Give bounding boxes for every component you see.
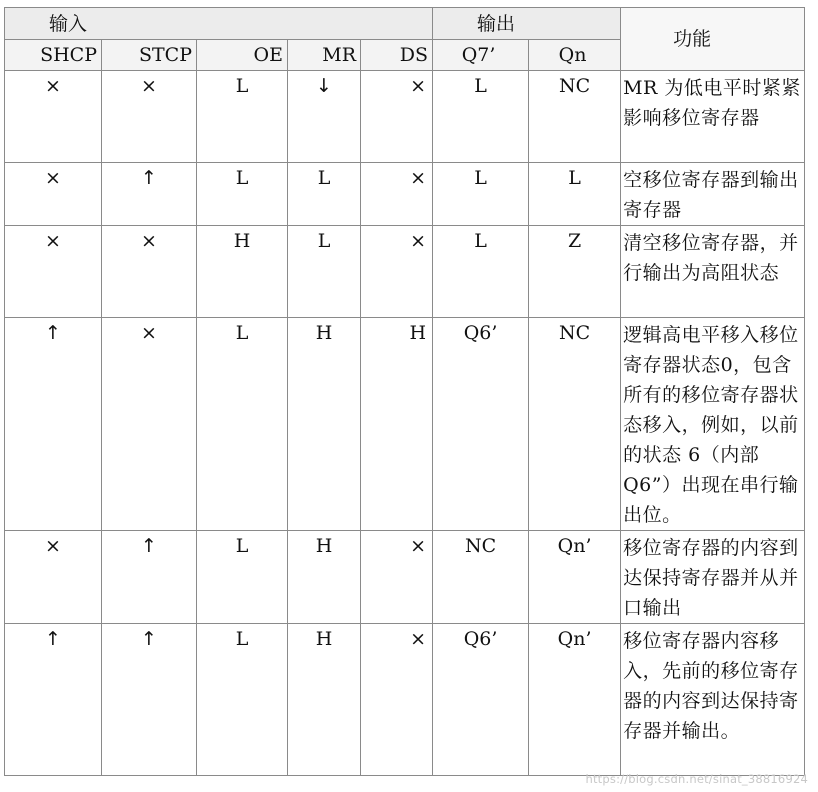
cell-oe: H [197,226,288,318]
table-row [5,163,805,226]
cell-shcp: ↑ [5,624,102,776]
cell-ds: × [361,71,433,163]
cell-function: 移位寄存器的内容到达保持寄存器并从并口输出 [621,531,805,624]
cell-q7: L [433,226,529,318]
col-header-oe: OE [197,40,288,71]
cell-ds: H [361,318,433,531]
cell-ds: × [361,226,433,318]
watermark: https://blog.csdn.net/sinat_38816924 [585,772,808,786]
cell-function: 移位寄存器内容移入，先前的移位寄存器的内容到达保持寄存器并输出。 [621,624,805,776]
cell-mr: H [288,531,361,624]
cell-qn: NC [529,71,621,163]
cell-qn: Qn’ [529,624,621,776]
col-header-mr: MR [288,40,361,71]
cell-q7: NC [433,531,529,624]
cell-stcp: × [102,71,197,163]
cell-qn: L [529,163,621,226]
col-header-shcp: SHCP [5,40,102,71]
col-header-qn: Qn [529,40,621,71]
cell-shcp: ↑ [5,318,102,531]
header-row-groups [5,8,805,40]
cell-stcp: ↑ [102,624,197,776]
table-row [5,318,805,531]
table-row [5,531,805,624]
col-header-stcp: STCP [102,40,197,71]
cell-oe: L [197,71,288,163]
cell-ds: × [361,624,433,776]
cell-function: 逻辑高电平移入移位寄存器状态0，包含所有的移位寄存器状态移入，例如，以前的状态 6（内部 Q6”）出现在串行输出位。 [621,318,805,531]
cell-oe: L [197,318,288,531]
table-row [5,71,805,163]
cell-ds: × [361,531,433,624]
cell-shcp: × [5,163,102,226]
input-group-header: 输入 [5,8,433,40]
cell-mr: L [288,163,361,226]
function-header: 功能 [621,8,805,71]
cell-q7: L [433,71,529,163]
cell-function: MR 为低电平时紧紧影响移位寄存器 [621,71,805,163]
cell-oe: L [197,163,288,226]
table-row [5,624,805,776]
cell-qn: Qn’ [529,531,621,624]
cell-shcp: × [5,226,102,318]
cell-qn: Z [529,226,621,318]
truth-table [4,7,805,776]
cell-stcp: × [102,226,197,318]
cell-stcp: × [102,318,197,531]
cell-q7: L [433,163,529,226]
cell-oe: L [197,531,288,624]
cell-q7: Q6’ [433,624,529,776]
col-header-ds: DS [361,40,433,71]
col-header-q7: Q7’ [433,40,529,71]
cell-qn: NC [529,318,621,531]
cell-ds: × [361,163,433,226]
cell-mr: H [288,318,361,531]
cell-mr: H [288,624,361,776]
cell-oe: L [197,624,288,776]
cell-shcp: × [5,531,102,624]
cell-shcp: × [5,71,102,163]
cell-q7: Q6’ [433,318,529,531]
cell-mr: ↓ [288,71,361,163]
cell-stcp: ↑ [102,163,197,226]
output-group-header: 输出 [433,8,621,40]
cell-function: 清空移位寄存器，并行输出为高阻状态 [621,226,805,318]
cell-stcp: ↑ [102,531,197,624]
cell-mr: L [288,226,361,318]
table-row [5,226,805,318]
cell-function: 空移位寄存器到输出寄存器 [621,163,805,226]
